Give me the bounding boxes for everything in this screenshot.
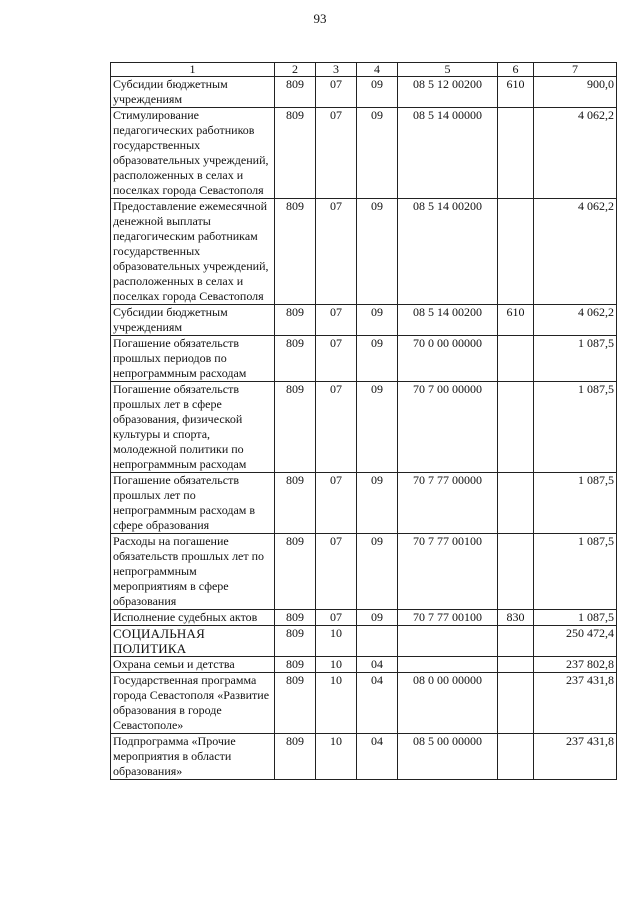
section-code: 07 <box>316 382 357 473</box>
expense-type-code <box>498 534 534 610</box>
table-row <box>111 610 617 626</box>
expense-type-code: 610 <box>498 77 534 108</box>
section-code: 10 <box>316 657 357 673</box>
item-name: Охрана семьи и детства <box>111 657 275 673</box>
amount: 1 087,5 <box>534 473 617 534</box>
item-name: Субсидии бюджетным учреждениям <box>111 77 275 108</box>
amount: 1 087,5 <box>534 382 617 473</box>
amount: 4 062,2 <box>534 305 617 336</box>
column-header: 3 <box>316 63 357 77</box>
column-header: 5 <box>398 63 498 77</box>
section-code: 07 <box>316 305 357 336</box>
table-row <box>111 734 617 780</box>
expense-type-code <box>498 673 534 734</box>
target-article-code: 70 7 77 00100 <box>398 534 498 610</box>
subsection-code: 04 <box>357 657 398 673</box>
table-row <box>111 473 617 534</box>
section-code: 07 <box>316 473 357 534</box>
expense-type-code <box>498 734 534 780</box>
subsection-code: 04 <box>357 734 398 780</box>
amount: 1 087,5 <box>534 610 617 626</box>
column-header: 4 <box>357 63 398 77</box>
amount: 1 087,5 <box>534 336 617 382</box>
target-article-code <box>398 626 498 657</box>
item-name: Погашение обязательств прошлых лет по непрограммным расходам в сфере образования <box>111 473 275 534</box>
amount: 237 431,8 <box>534 734 617 780</box>
ministry-code: 809 <box>275 336 316 382</box>
amount: 237 431,8 <box>534 673 617 734</box>
item-name: Субсидии бюджетным учреждениям <box>111 305 275 336</box>
ministry-code: 809 <box>275 673 316 734</box>
subsection-code: 09 <box>357 336 398 382</box>
page-number: 93 <box>313 11 327 26</box>
ministry-code: 809 <box>275 473 316 534</box>
expense-type-code <box>498 336 534 382</box>
subsection-code: 04 <box>357 673 398 734</box>
subsection-code: 09 <box>357 305 398 336</box>
item-name: Расходы на погашение обязательств прошлых лет по непрограммным мероприятиям в сфере образования <box>111 534 275 610</box>
target-article-code: 08 0 00 00000 <box>398 673 498 734</box>
table-row <box>111 534 617 610</box>
table-row <box>111 77 617 108</box>
item-name: Погашение обязательств прошлых лет в сфере образования, физической культуры и спорта, молодежной политики по непрограммным расходам <box>111 382 275 473</box>
ministry-code: 809 <box>275 77 316 108</box>
table-row <box>111 673 617 734</box>
table-row <box>111 199 617 305</box>
section-code: 07 <box>316 108 357 199</box>
ministry-code: 809 <box>275 108 316 199</box>
subsection-code: 09 <box>357 473 398 534</box>
table-row <box>111 305 617 336</box>
item-name: СОЦИАЛЬНАЯ ПОЛИТИКА <box>111 626 275 657</box>
item-name: Исполнение судебных актов <box>111 610 275 626</box>
ministry-code: 809 <box>275 534 316 610</box>
expense-type-code <box>498 199 534 305</box>
table-header-row <box>111 63 617 77</box>
table-row <box>111 336 617 382</box>
ministry-code: 809 <box>275 199 316 305</box>
subsection-code: 09 <box>357 610 398 626</box>
target-article-code: 08 5 12 00200 <box>398 77 498 108</box>
expense-type-code <box>498 382 534 473</box>
target-article-code: 08 5 14 00200 <box>398 305 498 336</box>
section-code: 10 <box>316 673 357 734</box>
table-row <box>111 657 617 673</box>
expense-type-code <box>498 657 534 673</box>
section-code: 07 <box>316 77 357 108</box>
ministry-code: 809 <box>275 657 316 673</box>
amount: 4 062,2 <box>534 199 617 305</box>
section-code: 07 <box>316 336 357 382</box>
table-row <box>111 108 617 199</box>
column-header: 6 <box>498 63 534 77</box>
subsection-code: 09 <box>357 77 398 108</box>
target-article-code: 70 0 00 00000 <box>398 336 498 382</box>
expense-type-code <box>498 626 534 657</box>
item-name: Погашение обязательств прошлых периодов по непрограммным расходам <box>111 336 275 382</box>
item-name: Стимулирование педагогических работников государственных образовательных учреждений, расположенных в селах и поселках города Севастополя <box>111 108 275 199</box>
budget-table <box>110 62 617 780</box>
amount: 1 087,5 <box>534 534 617 610</box>
ministry-code: 809 <box>275 610 316 626</box>
expense-type-code <box>498 473 534 534</box>
target-article-code: 70 7 00 00000 <box>398 382 498 473</box>
target-article-code: 08 5 14 00000 <box>398 108 498 199</box>
item-name: Подпрограмма «Прочие мероприятия в области образования» <box>111 734 275 780</box>
subsection-code: 09 <box>357 108 398 199</box>
ministry-code: 809 <box>275 382 316 473</box>
target-article-code: 70 7 77 00000 <box>398 473 498 534</box>
target-article-code <box>398 657 498 673</box>
target-article-code: 08 5 00 00000 <box>398 734 498 780</box>
section-code: 07 <box>316 534 357 610</box>
table-row <box>111 626 617 657</box>
amount: 237 802,8 <box>534 657 617 673</box>
item-name: Государственная программа города Севастополя «Развитие образования в городе Севастополе» <box>111 673 275 734</box>
section-code: 10 <box>316 626 357 657</box>
amount: 250 472,4 <box>534 626 617 657</box>
subsection-code <box>357 626 398 657</box>
ministry-code: 809 <box>275 305 316 336</box>
ministry-code: 809 <box>275 734 316 780</box>
amount: 4 062,2 <box>534 108 617 199</box>
section-code: 10 <box>316 734 357 780</box>
target-article-code: 08 5 14 00200 <box>398 199 498 305</box>
section-code: 07 <box>316 199 357 305</box>
table-row <box>111 382 617 473</box>
column-header: 2 <box>275 63 316 77</box>
column-header: 1 <box>111 63 275 77</box>
expense-type-code: 830 <box>498 610 534 626</box>
subsection-code: 09 <box>357 199 398 305</box>
target-article-code: 70 7 77 00100 <box>398 610 498 626</box>
column-header: 7 <box>534 63 617 77</box>
expense-type-code: 610 <box>498 305 534 336</box>
ministry-code: 809 <box>275 626 316 657</box>
expense-type-code <box>498 108 534 199</box>
section-code: 07 <box>316 610 357 626</box>
subsection-code: 09 <box>357 382 398 473</box>
amount: 900,0 <box>534 77 617 108</box>
item-name: Предоставление ежемесячной денежной выплаты педагогическим работникам государственных образовательных учреждений, расположенных в селах и поселках города Севастополя <box>111 199 275 305</box>
subsection-code: 09 <box>357 534 398 610</box>
